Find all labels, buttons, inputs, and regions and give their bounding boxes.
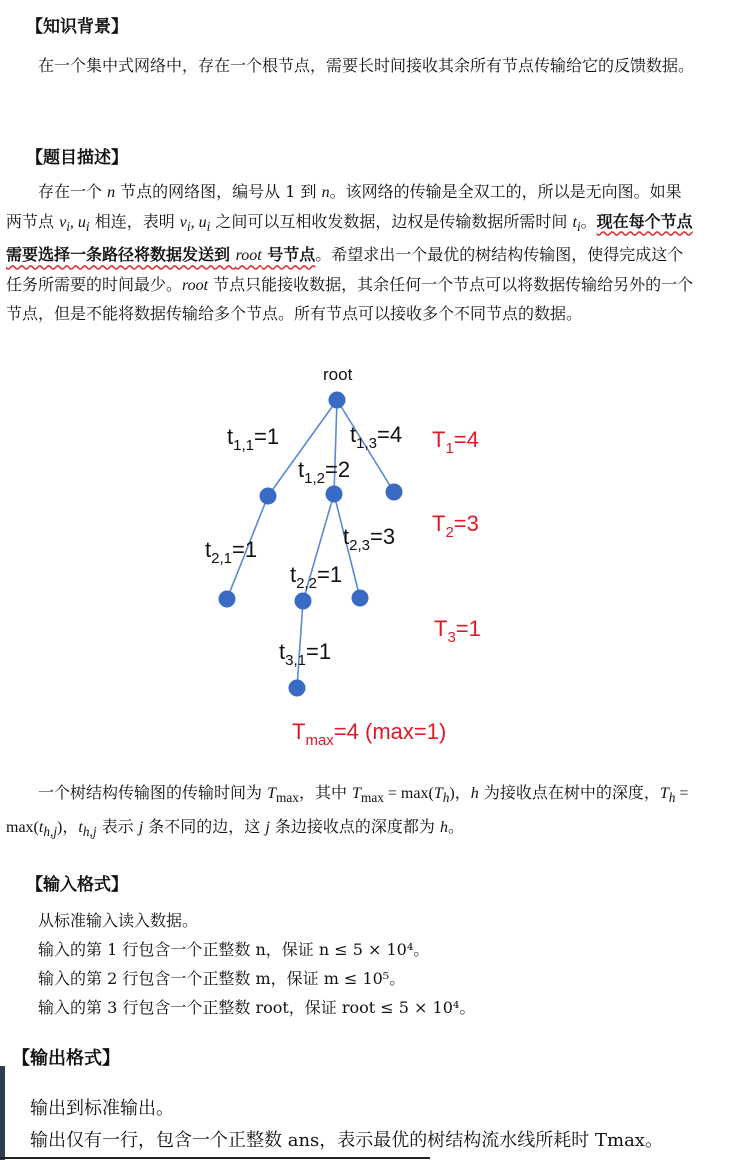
- edge-label-t11: $t_{1,1}=1$: [227, 424, 280, 454]
- background-paragraph: 在一个集中式网络中，存在一个根节点，需要长时间接收其余所有节点传输给它的反馈数据。: [38, 56, 695, 75]
- input-line-4: 输入的第 3 行包含一个正整数 root，保证 root ≤ 5 × 10⁴。: [38, 998, 476, 1017]
- left-edge-bar: [0, 1066, 5, 1160]
- node: [326, 486, 343, 503]
- node: [386, 484, 403, 501]
- section-title-output: 【输出格式】: [12, 1048, 120, 1069]
- level-label-T1: $T_1=4$: [432, 427, 479, 457]
- level-label-T2: $T_2=3$: [432, 511, 479, 541]
- root-label: root: [323, 365, 353, 384]
- edge-label-t22: $t_{2,2}=1$: [290, 562, 343, 592]
- edge-label-t31: $t_{3,1}=1$: [279, 639, 332, 669]
- section-title-background: 【知识背景】: [26, 17, 128, 37]
- output-line-1: 输出到标准输出。: [30, 1098, 174, 1119]
- tmax-label: $T_{max}=4$ (max=1): [292, 719, 447, 749]
- level-label-T3: $T_3=1$: [434, 616, 481, 646]
- node: [295, 593, 312, 610]
- problem-paragraph: 存在一个 n 节点的网络图，编号从 1 到 n。该网络的传输是全双工的，所以是无向图。如果两节点 $v_i$, $u_i$ 相连，表明 $v_i$, $u_i$ 之间可以互相收发数据，边权是传输数据所需时间 $t_i$。现在每个节点需要选择一条路径将数据发送到 root 号节点。希望求出一个最优的树结构传输图，使得完成这个任务所需要的时间最少。root 节点只能接收数据，其余任何一个节点可以将数据传输给另外的一个节点，但是不能将数据传输给多个节点。所有节点可以接收多个不同节点的数据。: [6, 182, 694, 324]
- input-line-3: 输入的第 2 行包含一个正整数 m，保证 m ≤ 10⁵。: [38, 969, 406, 988]
- section-title-problem: 【题目描述】: [26, 148, 128, 168]
- node: [352, 590, 369, 607]
- bottom-rule: [0, 1157, 430, 1159]
- definition-paragraph: 一个树结构传输图的传输时间为 $T_{max}$，其中 $T_{max} = \max(T_h)$，h 为接收点在树中的深度，$T_h = \max(t_{h,j})$，$t_{h,j}$ 表示 j 条不同的边，这 j 条边接收点的深度都为 h。: [6, 783, 689, 839]
- node: [260, 488, 277, 505]
- section-title-input: 【输入格式】: [26, 875, 128, 895]
- output-line-2: 输出仅有一行，包含一个正整数 ans，表示最优的树结构流水线所耗时 Tmax。: [30, 1130, 663, 1151]
- input-line-2: 输入的第 1 行包含一个正整数 n，保证 n ≤ 5 × 10⁴。: [38, 940, 430, 959]
- edge-label-t23: $t_{2,3}=3$: [343, 524, 396, 554]
- node: [289, 680, 306, 697]
- tree-diagram: [180, 358, 500, 753]
- node-root: [329, 392, 346, 409]
- edge-label-t21: $t_{2,1}=1$: [205, 537, 258, 567]
- node: [219, 591, 236, 608]
- edge-label-t13: $t_{1,3}=4$: [350, 422, 403, 452]
- input-line-1: 从标准输入读入数据。: [38, 911, 199, 930]
- edge-label-t12: $t_{1,2}=2$: [298, 457, 351, 487]
